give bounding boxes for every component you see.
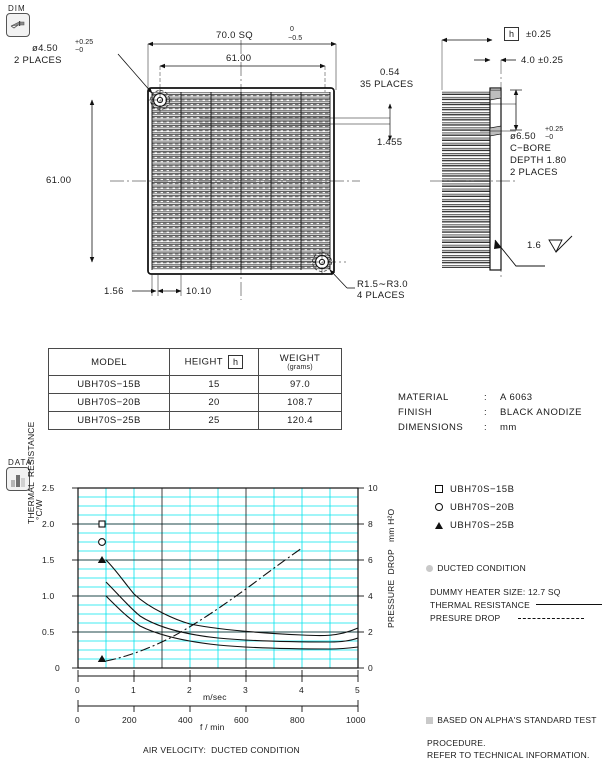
ytick-right-4: 8 — [368, 519, 373, 529]
ytick-left-0: 0 — [55, 663, 60, 673]
dimensions-value: mm — [500, 422, 517, 433]
dimensions-key: DIMENSIONS — [398, 422, 464, 433]
marker-circle-20b — [99, 539, 106, 546]
cbore-tol-lower: −0 — [545, 134, 554, 141]
legend-label-15b: UBH70S−15B — [450, 484, 515, 495]
finish-key: FINISH — [398, 407, 433, 418]
col-header-weight-text: WEIGHT — [279, 353, 321, 364]
bullet-icon — [426, 565, 433, 572]
dim-height-label: 61.00 — [46, 175, 72, 186]
dim-base-label: 61.00 — [226, 53, 252, 64]
xtick2-0: 0 — [75, 715, 80, 725]
height-symbol-chip: h — [228, 355, 243, 369]
xtick2-2: 400 — [178, 715, 193, 725]
footnote — [416, 705, 597, 760]
material-key: MATERIAL — [398, 392, 449, 403]
key-pressure-label: PRESURE DROP — [430, 612, 501, 623]
chart-legend — [428, 484, 514, 538]
fin-gap-label: 1.455 — [377, 137, 403, 148]
ytick-right-0: 0 — [368, 663, 373, 673]
legend-marker-circle-icon — [428, 503, 450, 513]
y-axis-ticks-left — [72, 488, 78, 668]
chart-grid-minor — [78, 488, 358, 668]
hole-callout-tol-lower: −0 — [75, 47, 84, 54]
col-header-weight — [259, 349, 342, 376]
footnote-line2: PROCEDURE. — [427, 737, 486, 748]
xtick-5: 5 — [355, 685, 360, 695]
radius-note-line1: R1.5∼R3.0 — [357, 279, 408, 290]
col-header-model: MODEL — [49, 349, 170, 376]
chart-caption: AIR VELOCITY: DUCTED CONDITION — [143, 745, 300, 755]
footnote-line3: REFER TO TECHNICAL INFORMATION. — [427, 749, 590, 760]
legend-label-20b: UBH70S−20B — [450, 502, 515, 513]
key-pressure-row — [430, 613, 602, 623]
xtick-1: 1 — [131, 685, 136, 695]
key-thermal-row — [430, 600, 602, 610]
dimensions-colon: : — [484, 422, 488, 433]
footnote-line1-row — [416, 705, 597, 736]
fin-thickness-label: 0.54 — [380, 67, 400, 78]
condition-note: DUMMY HEATER SIZE: 12.7 SQ — [430, 586, 561, 597]
edge-dim-label: 1.56 — [104, 286, 124, 297]
xtick2-4: 800 — [290, 715, 305, 725]
cell-model: UBH70S−15B — [49, 376, 170, 394]
xtick-4: 4 — [299, 685, 304, 695]
ytick-left-3: 1.5 — [42, 555, 55, 565]
key-thermal-line — [536, 604, 602, 605]
x-axis-title-primary: m/sec — [203, 692, 227, 702]
col-header-weight-unit: (grams) — [287, 364, 313, 371]
dimensions-row — [398, 420, 582, 435]
table-row — [49, 376, 342, 394]
cbore-places-label: 2 PLACES — [510, 167, 558, 178]
legend-item-25b — [428, 520, 514, 531]
y-axis-ticks-right — [358, 488, 364, 668]
y-axis-title-left: THERMAL RESISTANCE — [26, 421, 36, 524]
cbore-tol-upper: +0.25 — [545, 126, 564, 133]
col-header-height-text: HEIGHT — [184, 356, 223, 368]
condition-title: DUCTED CONDITION — [437, 563, 526, 574]
cell-height: 20 — [170, 394, 259, 412]
marker-square-15b — [99, 521, 105, 527]
key-thermal-label: THERMAL RESISTANCE — [430, 599, 530, 610]
dim-overall-label: 70.0 SQ — [216, 30, 253, 41]
finish-value: BLACK ANODIZE — [500, 407, 582, 418]
material-value: A 6063 — [500, 392, 533, 403]
base-thickness-label: 4.0 ±0.25 — [521, 55, 564, 66]
cell-weight: 108.7 — [259, 394, 342, 412]
cbore-label: C−BORE — [510, 143, 552, 154]
y-axis-title-right: PRESSURE DROP — [386, 549, 396, 628]
cell-model: UBH70S−25B — [49, 412, 170, 430]
hole-callout-dia: ø4.50 — [32, 43, 58, 54]
dim-overall-70sq — [148, 44, 336, 90]
ytick-left-4: 2.0 — [42, 519, 55, 529]
spec-table-wrap — [48, 348, 342, 430]
hole-callout-places: 2 PLACES — [14, 55, 62, 66]
xtick-2: 2 — [187, 685, 192, 695]
cbore-depth-label: DEPTH 1.80 — [510, 155, 567, 166]
footnote-line1: BASED ON ALPHA'S STANDARD TEST — [437, 715, 597, 726]
spec-table — [48, 348, 342, 430]
xtick2-3: 600 — [234, 715, 249, 725]
cell-height: 25 — [170, 412, 259, 430]
ytick-right-5: 10 — [368, 483, 378, 493]
legend-marker-square-icon — [428, 485, 450, 495]
key-pressure-line — [518, 618, 584, 619]
legend-label-25b: UBH70S−25B — [450, 520, 515, 531]
material-info — [398, 390, 582, 435]
xtick-3: 3 — [243, 685, 248, 695]
dim-overall-tol-lower: −0.5 — [288, 35, 303, 42]
ytick-left-2: 1.0 — [42, 591, 55, 601]
ytick-left-1: 0.5 — [42, 627, 55, 637]
dim-section-label: DIM — [8, 4, 26, 13]
cbore-dia-label: ø6.50 — [510, 131, 536, 142]
square-bullet-icon — [426, 717, 433, 724]
cell-weight: 120.4 — [259, 412, 342, 430]
y-axis-unit-left: °C/W — [34, 499, 44, 520]
dim-overall-tol-upper: 0 — [290, 26, 294, 33]
dim-cbore — [510, 90, 522, 130]
xtick-0: 0 — [75, 685, 80, 695]
radius-note-line2: 4 PLACES — [357, 290, 405, 301]
cell-height: 15 — [170, 376, 259, 394]
material-colon: : — [484, 392, 488, 403]
table-header-row — [49, 349, 342, 376]
cell-weight: 97.0 — [259, 376, 342, 394]
finish-row — [398, 405, 582, 420]
col-header-height — [170, 349, 259, 376]
height-tol-label: ±0.25 — [526, 29, 552, 40]
finish-colon: : — [484, 407, 488, 418]
hole-callout-tol-upper: +0.25 — [75, 39, 94, 46]
ytick-left-5: 2.5 — [42, 483, 55, 493]
legend-item-20b — [428, 502, 514, 513]
condition-title-row — [416, 553, 602, 584]
x-axis-title-secondary: f / min — [200, 722, 225, 732]
table-row — [49, 394, 342, 412]
ytick-right-2: 4 — [368, 591, 373, 601]
x-axis-primary — [78, 670, 358, 682]
table-row — [49, 412, 342, 430]
condition-notes — [416, 553, 602, 623]
xtick2-5: 1000 — [346, 715, 366, 725]
legend-item-15b — [428, 484, 514, 495]
pitch-dim-label: 10.10 — [186, 286, 212, 297]
fin-places-label: 35 PLACES — [360, 79, 414, 90]
dim-pitch — [132, 275, 181, 296]
height-symbol-box: h — [504, 27, 519, 41]
data-section-label: DATA — [8, 458, 33, 467]
material-row — [398, 390, 582, 405]
legend-marker-triangle-icon — [428, 521, 450, 531]
xtick2-1: 200 — [122, 715, 137, 725]
dim-h — [442, 40, 492, 90]
surface-finish-label: 1.6 — [527, 240, 542, 251]
y-axis-unit-right: mm H²O — [386, 508, 396, 542]
ytick-right-3: 6 — [368, 555, 373, 565]
top-view — [92, 40, 390, 300]
cell-model: UBH70S−20B — [49, 394, 170, 412]
ytick-right-1: 2 — [368, 627, 373, 637]
